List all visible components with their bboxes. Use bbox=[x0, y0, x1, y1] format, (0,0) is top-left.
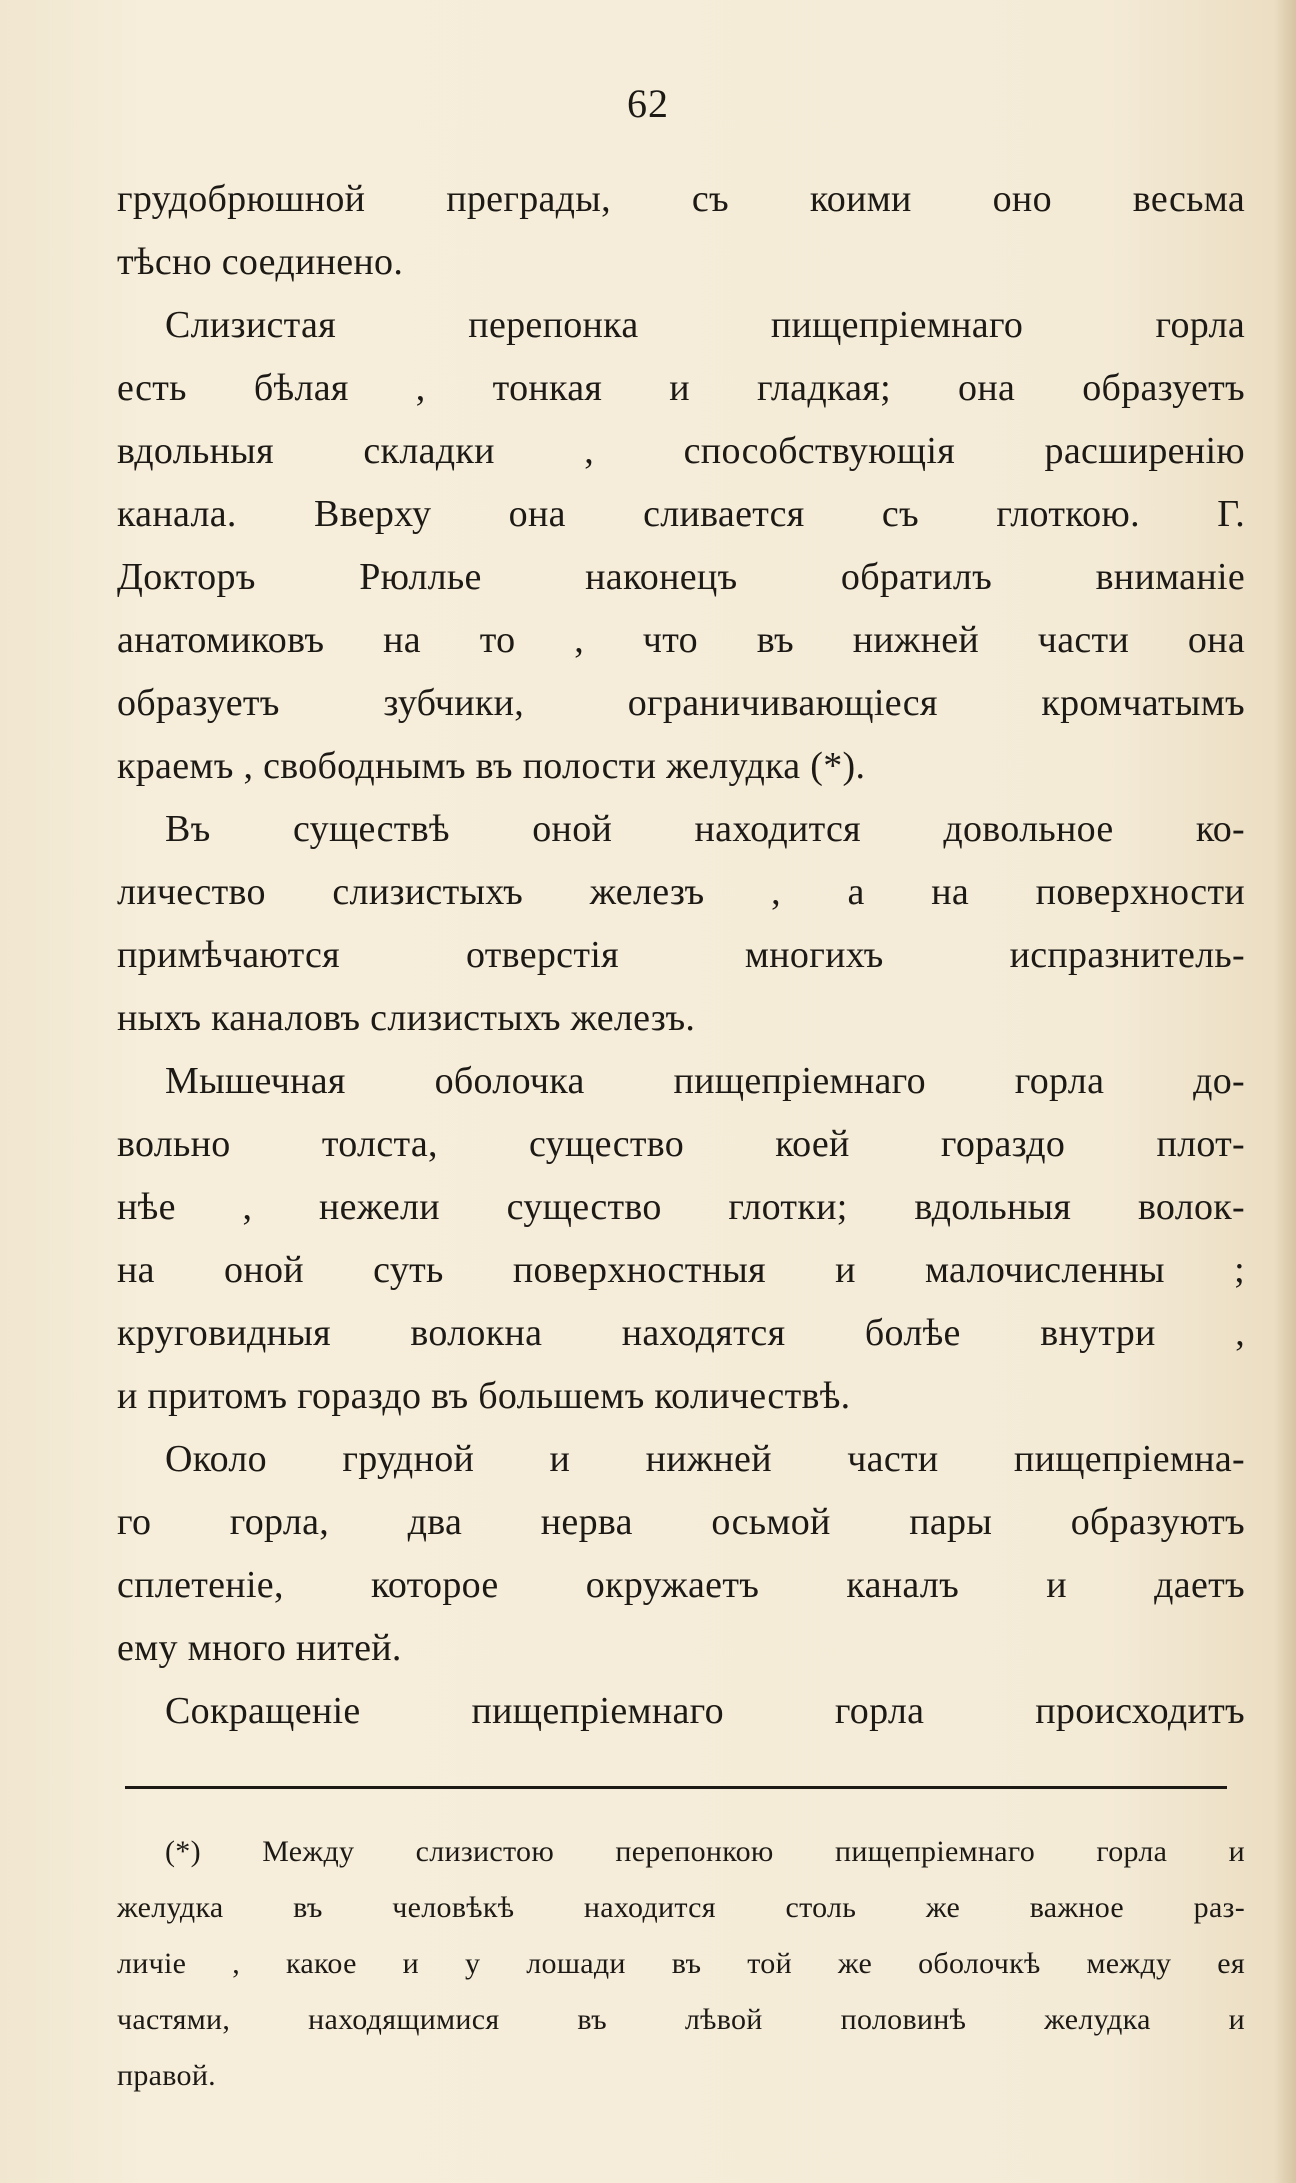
footnote bbox=[117, 1824, 1245, 2104]
text-line: и притомъ гораздо въ большемъ количествѣ. bbox=[117, 1375, 851, 1417]
text-line: тѣсно соединено. bbox=[117, 241, 404, 283]
footnote-line: желудка въ человѣкѣ находится столь же важное раз- bbox=[117, 1891, 1245, 1924]
text-line: Сокращеніе пищепріемнаго горла происходитъ bbox=[165, 1690, 1245, 1732]
text-line: канала. Вверху она сливается съ глоткою. Г. bbox=[117, 493, 1245, 535]
text-line: сплетеніе, которое окружаетъ каналъ и даетъ bbox=[117, 1564, 1245, 1606]
page-edge-shadow bbox=[1274, 0, 1296, 2183]
text-line: вдольныя складки , способствующія расширенію bbox=[117, 430, 1245, 472]
text-line: на оной суть поверхностныя и малочисленны ; bbox=[117, 1249, 1245, 1291]
text-line: Въ существѣ оной находится довольное ко- bbox=[165, 808, 1245, 850]
text-line: вольно толста, существо коей гораздо плот- bbox=[117, 1123, 1245, 1165]
main-text bbox=[117, 168, 1245, 1743]
text-line: анатомиковъ на то , что въ нижней части она bbox=[117, 619, 1245, 661]
text-line: образуетъ зубчики, ограничивающіеся кромчатымъ bbox=[117, 682, 1245, 724]
text-line: Около грудной и нижней части пищепріемна- bbox=[165, 1438, 1245, 1480]
text-line: личество слизистыхъ железъ , а на поверхности bbox=[117, 871, 1245, 913]
text-line: примѣчаются отверстія многихъ испразнитель- bbox=[117, 934, 1245, 976]
text-line: есть бѣлая , тонкая и гладкая; она образуетъ bbox=[117, 367, 1245, 409]
page-number: 62 bbox=[627, 81, 669, 126]
footnote-line: правой. bbox=[117, 2059, 216, 2092]
footnote-line: личіе , какое и у лошади въ той же оболочкѣ между ея bbox=[117, 1947, 1245, 1980]
footnote-line: (*) Между слизистою перепонкою пищепріемнаго горла и bbox=[165, 1835, 1245, 1868]
text-line: ныхъ каналовъ слизистыхъ железъ. bbox=[117, 997, 696, 1039]
text-line: нѣе , нежели существо глотки; вдольныя волок- bbox=[117, 1186, 1245, 1228]
text-line: Слизистая перепонка пищепріемнаго горла bbox=[165, 304, 1245, 346]
text-line: краемъ , свободнымъ въ полости желудка (*). bbox=[117, 745, 866, 787]
text-line: грудобрюшной преграды, съ коими оно весьма bbox=[117, 178, 1245, 220]
footnote-divider bbox=[125, 1786, 1227, 1789]
text-line: го горла, два нерва осьмой пары образуютъ bbox=[117, 1501, 1245, 1543]
text-line: ему много нитей. bbox=[117, 1627, 402, 1669]
text-line: круговидныя волокна находятся болѣе внутри , bbox=[117, 1312, 1245, 1354]
text-line: Докторъ Рюлльe наконецъ обратилъ вниманіе bbox=[117, 556, 1245, 598]
footnote-line: частями, находящимися въ лѣвой половинѣ желудка и bbox=[117, 2003, 1245, 2036]
text-line: Мышечная оболочка пищепріемнаго горла до- bbox=[165, 1060, 1245, 1102]
